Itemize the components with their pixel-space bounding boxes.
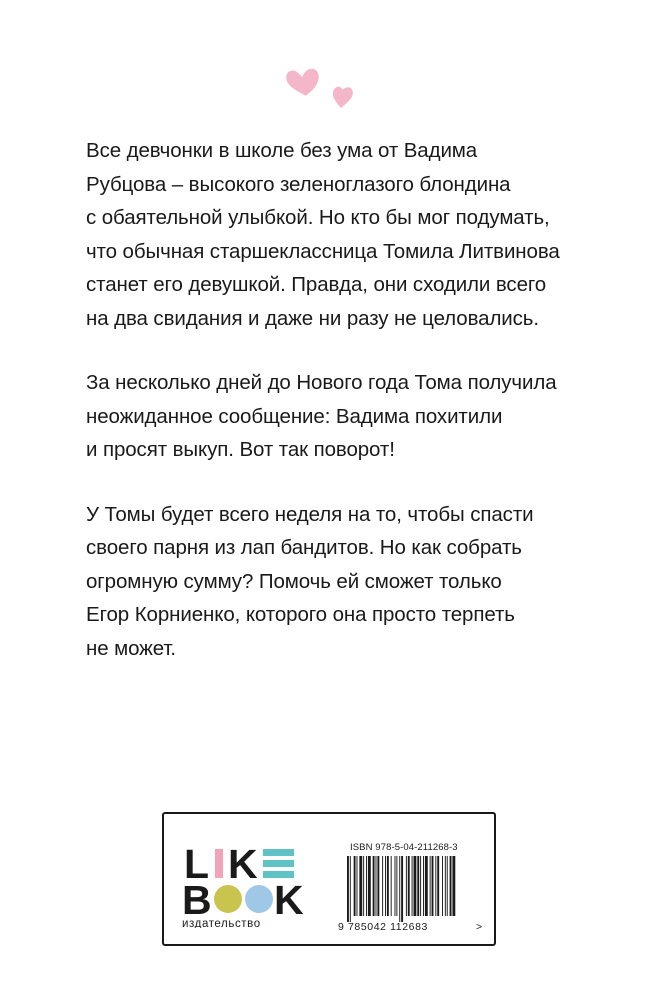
barcode-bar (445, 856, 446, 916)
hearts-decoration (282, 64, 362, 114)
barcode-bars (347, 856, 455, 922)
blurb-line: своего парня из лап бандитов. Но как собрать (86, 536, 522, 559)
blurb-line: не может. (86, 636, 177, 660)
barcode-bar (406, 856, 407, 916)
logo-letter: L (184, 841, 210, 887)
imprint-box (162, 812, 496, 946)
barcode-bar (382, 856, 383, 916)
blurb-line: станет его девушкой. Правда, они сходили всего (86, 273, 547, 296)
logo-letter-o (214, 885, 242, 913)
barcode-bar (395, 856, 396, 916)
barcode-bar (432, 856, 434, 916)
barcode-bar (414, 856, 417, 916)
blurb-line: У Томы будет всего неделя на то, чтобы спасти (86, 502, 534, 526)
barcode-bar (435, 856, 436, 916)
barcode-bar (359, 856, 362, 916)
blurb-line: и просят выкуп. Вот так поворот! (86, 438, 395, 461)
heart-icon (331, 86, 353, 109)
logo-letter-e (263, 849, 294, 878)
blurb-line: огромную сумму? Помочь ей сможет только (86, 569, 502, 593)
barcode-bar (401, 856, 403, 922)
logo-letter-i (215, 849, 223, 878)
barcode-bar (408, 856, 410, 916)
barcode-bar (396, 856, 397, 916)
logo-letter: B (182, 877, 212, 923)
barcode-bar (447, 856, 448, 916)
barcode-bar (377, 856, 379, 916)
barcode-bar (437, 856, 439, 916)
barcode-bar (385, 856, 386, 916)
blurb-paragraph-1 (86, 134, 586, 335)
barcode-bar (450, 856, 452, 916)
barcode-bar (420, 856, 421, 916)
blurb-line: неожиданное сообщение: Вадима похитили (86, 404, 503, 428)
barcode-bar (391, 856, 392, 916)
blurb-line: Егор Корниенко, которого она просто терпеть (86, 603, 515, 626)
barcode-bar (366, 856, 367, 916)
blurb-line: с обаятельной улыбкой. Но кто бы мог подумать, (86, 206, 550, 229)
book-blurb (86, 134, 586, 696)
blurb-line: Рубцова – высокого зеленоглазого блондина (86, 172, 511, 196)
barcode-bar (354, 856, 356, 916)
logo-letter-o (245, 885, 273, 913)
barcode-bar (399, 856, 400, 922)
barcode-bar (442, 856, 443, 916)
blurb-line: Все девчонки в школе без ума от Вадима (86, 139, 478, 162)
barcode-bar (417, 856, 419, 916)
barcode-bar (430, 856, 431, 916)
isbn-barcode (338, 856, 484, 932)
barcode-bar (363, 856, 364, 916)
barcode-bar (425, 856, 428, 916)
barcode-bar (357, 856, 358, 916)
barcode-marker: > (476, 921, 483, 932)
barcode-bar (350, 856, 351, 922)
blurb-line: на два свидания и даже ни разу не целовались. (86, 306, 539, 330)
logo-letter: K (274, 877, 304, 923)
blurb-line: За несколько дней до Нового года Тома получила (86, 371, 557, 394)
barcode-bar (373, 856, 375, 916)
barcode-bar (368, 856, 371, 916)
logo-subtitle: издательство (182, 918, 261, 928)
blurb-paragraph-3 (86, 498, 586, 666)
barcode-digits: 9 785042 112683 (338, 921, 428, 932)
barcode-bar (412, 856, 413, 916)
barcode-bar (452, 856, 455, 916)
isbn-label: ISBN 978-5-04-211268-3 (350, 842, 458, 853)
logo-letter: K (228, 841, 258, 887)
barcode-bar (376, 856, 377, 916)
heart-icon (285, 67, 321, 98)
barcode-bar (347, 856, 349, 922)
blurb-paragraph-2 (86, 366, 586, 467)
barcode-bar (423, 856, 424, 916)
blurb-line: что обычная старшеклассница Томила Литвинова (86, 239, 560, 263)
barcode-bar (387, 856, 389, 916)
publisher-logo (180, 838, 320, 928)
